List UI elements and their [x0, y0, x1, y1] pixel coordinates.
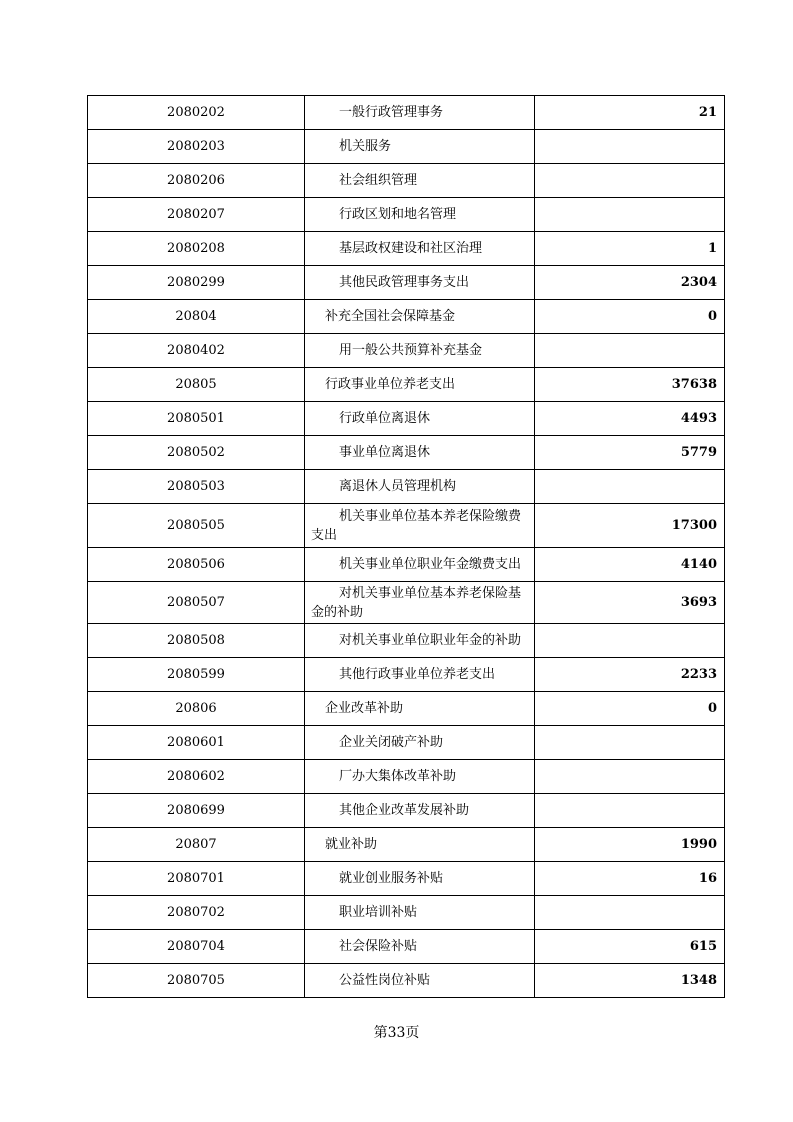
- subject-name: 离退休人员管理机构: [305, 470, 535, 504]
- table-row: [88, 692, 725, 726]
- subject-code: 2080207: [88, 198, 305, 232]
- page-number: 第33页: [373, 1025, 420, 1041]
- subject-code: 2080508: [88, 624, 305, 658]
- amount-value: 5779: [535, 436, 725, 470]
- subject-code: 2080506: [88, 548, 305, 582]
- subject-code: 20805: [88, 368, 305, 402]
- amount-value: 16: [535, 862, 725, 896]
- subject-name: 补充全国社会保障基金: [305, 300, 535, 334]
- amount-value: 4140: [535, 548, 725, 582]
- table-row: [88, 164, 725, 198]
- budget-table: [87, 95, 725, 998]
- table-row: [88, 470, 725, 504]
- subject-code: 2080203: [88, 130, 305, 164]
- table-row: [88, 794, 725, 828]
- table-row: [88, 334, 725, 368]
- subject-name: 事业单位离退休: [305, 436, 535, 470]
- subject-code: 2080503: [88, 470, 305, 504]
- subject-name: 其他企业改革发展补助: [305, 794, 535, 828]
- subject-code: 20806: [88, 692, 305, 726]
- subject-code: 2080505: [88, 504, 305, 548]
- subject-name: 企业关闭破产补助: [305, 726, 535, 760]
- subject-code: 2080602: [88, 760, 305, 794]
- table-row: [88, 624, 725, 658]
- table-row: [88, 266, 725, 300]
- subject-name: 社会组织管理: [305, 164, 535, 198]
- subject-name: 机关事业单位职业年金缴费支出: [305, 548, 535, 582]
- subject-name: 基层政权建设和社区治理: [305, 232, 535, 266]
- table-row: [88, 198, 725, 232]
- amount-value: 37638: [535, 368, 725, 402]
- table-row: [88, 896, 725, 930]
- subject-name: 公益性岗位补贴: [305, 964, 535, 998]
- subject-name: 其他行政事业单位养老支出: [305, 658, 535, 692]
- amount-value: [535, 624, 725, 658]
- amount-value: 1: [535, 232, 725, 266]
- amount-value: 3693: [535, 582, 725, 624]
- subject-code: 20804: [88, 300, 305, 334]
- table-row: [88, 582, 725, 624]
- amount-value: 0: [535, 692, 725, 726]
- amount-value: 2233: [535, 658, 725, 692]
- amount-value: 0: [535, 300, 725, 334]
- amount-value: 2304: [535, 266, 725, 300]
- table-row: [88, 862, 725, 896]
- subject-code: 2080402: [88, 334, 305, 368]
- amount-value: 4493: [535, 402, 725, 436]
- subject-code: 2080702: [88, 896, 305, 930]
- table-row: [88, 504, 725, 548]
- subject-code: 20807: [88, 828, 305, 862]
- subject-name: 行政事业单位养老支出: [305, 368, 535, 402]
- table-row: [88, 436, 725, 470]
- subject-name: 用一般公共预算补充基金: [305, 334, 535, 368]
- table-row: [88, 828, 725, 862]
- table-body: [88, 96, 725, 998]
- table-row: [88, 402, 725, 436]
- table-row: [88, 726, 725, 760]
- amount-value: [535, 164, 725, 198]
- subject-name: 企业改革补助: [305, 692, 535, 726]
- subject-code: 2080507: [88, 582, 305, 624]
- subject-code: 2080704: [88, 930, 305, 964]
- subject-name: 社会保险补贴: [305, 930, 535, 964]
- subject-name: 其他民政管理事务支出: [305, 266, 535, 300]
- subject-code: 2080599: [88, 658, 305, 692]
- subject-code: 2080705: [88, 964, 305, 998]
- amount-value: 1348: [535, 964, 725, 998]
- table-row: [88, 548, 725, 582]
- amount-value: [535, 198, 725, 232]
- table-row: [88, 930, 725, 964]
- subject-name: 机关事业单位基本养老保险缴费支出: [305, 504, 535, 548]
- table-row: [88, 130, 725, 164]
- subject-code: 2080501: [88, 402, 305, 436]
- subject-name: 就业补助: [305, 828, 535, 862]
- amount-value: [535, 334, 725, 368]
- subject-code: 2080206: [88, 164, 305, 198]
- subject-name: 就业创业服务补贴: [305, 862, 535, 896]
- subject-name: 对机关事业单位职业年金的补助: [305, 624, 535, 658]
- subject-name: 厂办大集体改革补助: [305, 760, 535, 794]
- subject-code: 2080701: [88, 862, 305, 896]
- subject-name: 机关服务: [305, 130, 535, 164]
- amount-value: 1990: [535, 828, 725, 862]
- amount-value: [535, 726, 725, 760]
- table-row: [88, 232, 725, 266]
- subject-code: 2080299: [88, 266, 305, 300]
- table-row: [88, 96, 725, 130]
- subject-name: 行政单位离退休: [305, 402, 535, 436]
- table-row: [88, 300, 725, 334]
- amount-value: [535, 794, 725, 828]
- amount-value: [535, 470, 725, 504]
- amount-value: [535, 896, 725, 930]
- subject-code: 2080601: [88, 726, 305, 760]
- amount-value: 17300: [535, 504, 725, 548]
- subject-code: 2080502: [88, 436, 305, 470]
- amount-value: [535, 130, 725, 164]
- subject-name: 对机关事业单位基本养老保险基金的补助: [305, 582, 535, 624]
- subject-name: 一般行政管理事务: [305, 96, 535, 130]
- table-row: [88, 368, 725, 402]
- amount-value: [535, 760, 725, 794]
- subject-name: 职业培训补贴: [305, 896, 535, 930]
- subject-code: 2080202: [88, 96, 305, 130]
- amount-value: 615: [535, 930, 725, 964]
- subject-name: 行政区划和地名管理: [305, 198, 535, 232]
- amount-value: 21: [535, 96, 725, 130]
- subject-code: 2080208: [88, 232, 305, 266]
- table-row: [88, 964, 725, 998]
- table-row: [88, 658, 725, 692]
- subject-code: 2080699: [88, 794, 305, 828]
- table-row: [88, 760, 725, 794]
